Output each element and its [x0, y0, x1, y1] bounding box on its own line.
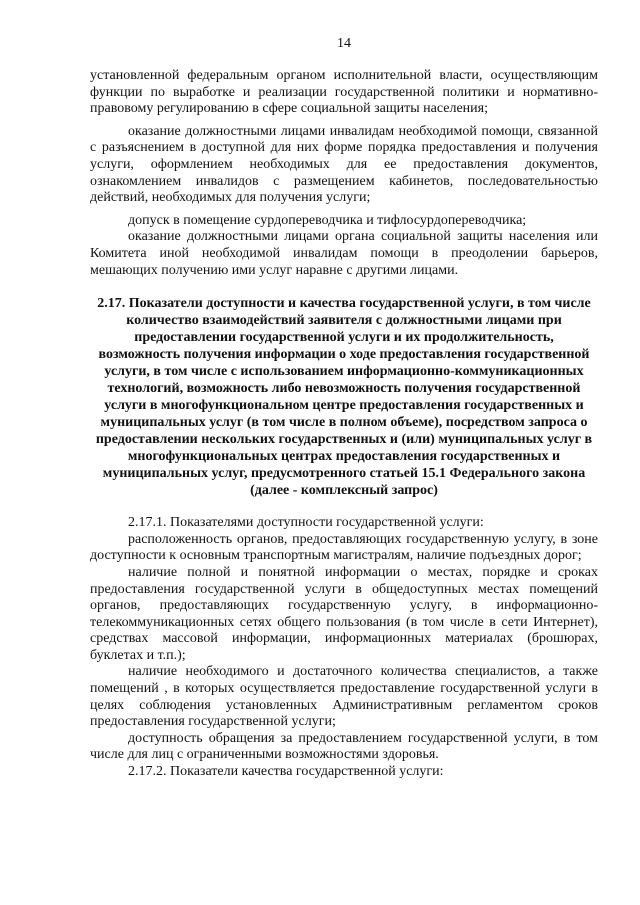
paragraph-continuation: установленной федеральным органом исполнительной власти, осуществляющим функции по выработке и реализации государственной политики и нормативно-правовому регулированию в сфере социальной защиты населения;: [90, 68, 598, 117]
paragraph-2-17-1: 2.17.1. Показателями доступности государственной услуги:: [128, 515, 484, 531]
paragraph-accessibility: доступность обращения за предоставлением государственной услуги, в том числе для лиц с ограниченными возможностями здоровья.: [90, 730, 598, 763]
paragraph-barrier-help: оказание должностными лицами органа социальной защиты населения или Комитета иной необходимой инвалидам помощи в преодолении барьеров, мешающих получению ими услуг наравне с другими лицами.: [90, 229, 598, 278]
page-number: 14: [337, 36, 351, 51]
paragraph-information: наличие полной и понятной информации о местах, порядке и сроках предоставления государственной услуги в общедоступных местах помещений органов, предоставляющих государственную услугу, в информационно-телекоммуникационных сетях общего пользования (в том числе в сети Интернет), средствах массовой информации, информационных материалах (брошюрах, буклетах и т.п.);: [90, 564, 598, 663]
paragraph-location: расположенность органов, предоставляющих государственную услугу, в зоне доступности к основным транспортным магистралям, наличие подъездных дорог;: [90, 531, 598, 564]
paragraph-2-17-2: 2.17.2. Показатели качества государственной услуги:: [128, 764, 444, 780]
paragraph-assistance: оказание должностными лицами инвалидам необходимой помощи, связанной с разъяснением в доступной для них форме порядка предоставления и получения услуги, оформлением необходимых для ее предоставления документов, ознакомлением инвалидов с размещением кабинетов, последовательностью действий, необходимых для получения услуги;: [90, 123, 598, 206]
section-heading-2-17: 2.17. Показатели доступности и качества государственной услуги, в том числе количество взаимодействий заявителя с должностными лицами при предоставлении государственной услуги и их продолжительность, возможность получения информации о ходе предоставления государственной услуги, в том числе с использованием информационно-коммуникационных технологий, возможность либо невозможность получения государственной услуги в многофункциональном центре предоставления государственных и муниципальных услуг (в том числе в полном объеме), посредством запроса о предоставлении нескольких государственных и (или) муниципальных услуг в многофункциональных центрах предоставления государственных и муниципальных услуг, предусмотренного статьей 15.1 Федерального закона (далее - комплексный запрос): [95, 296, 593, 499]
document-page: [90, 36, 598, 781]
paragraph-interpreter-access: допуск в помещение сурдопереводчика и тифлосурдопереводчика;: [128, 212, 527, 228]
paragraph-specialists: наличие необходимого и достаточного количества специалистов, а также помещений , в которых осуществляется предоставление государственной услуги в целях соблюдения установленных Административным регламентом сроков предоставления государственной услуги;: [90, 664, 598, 730]
